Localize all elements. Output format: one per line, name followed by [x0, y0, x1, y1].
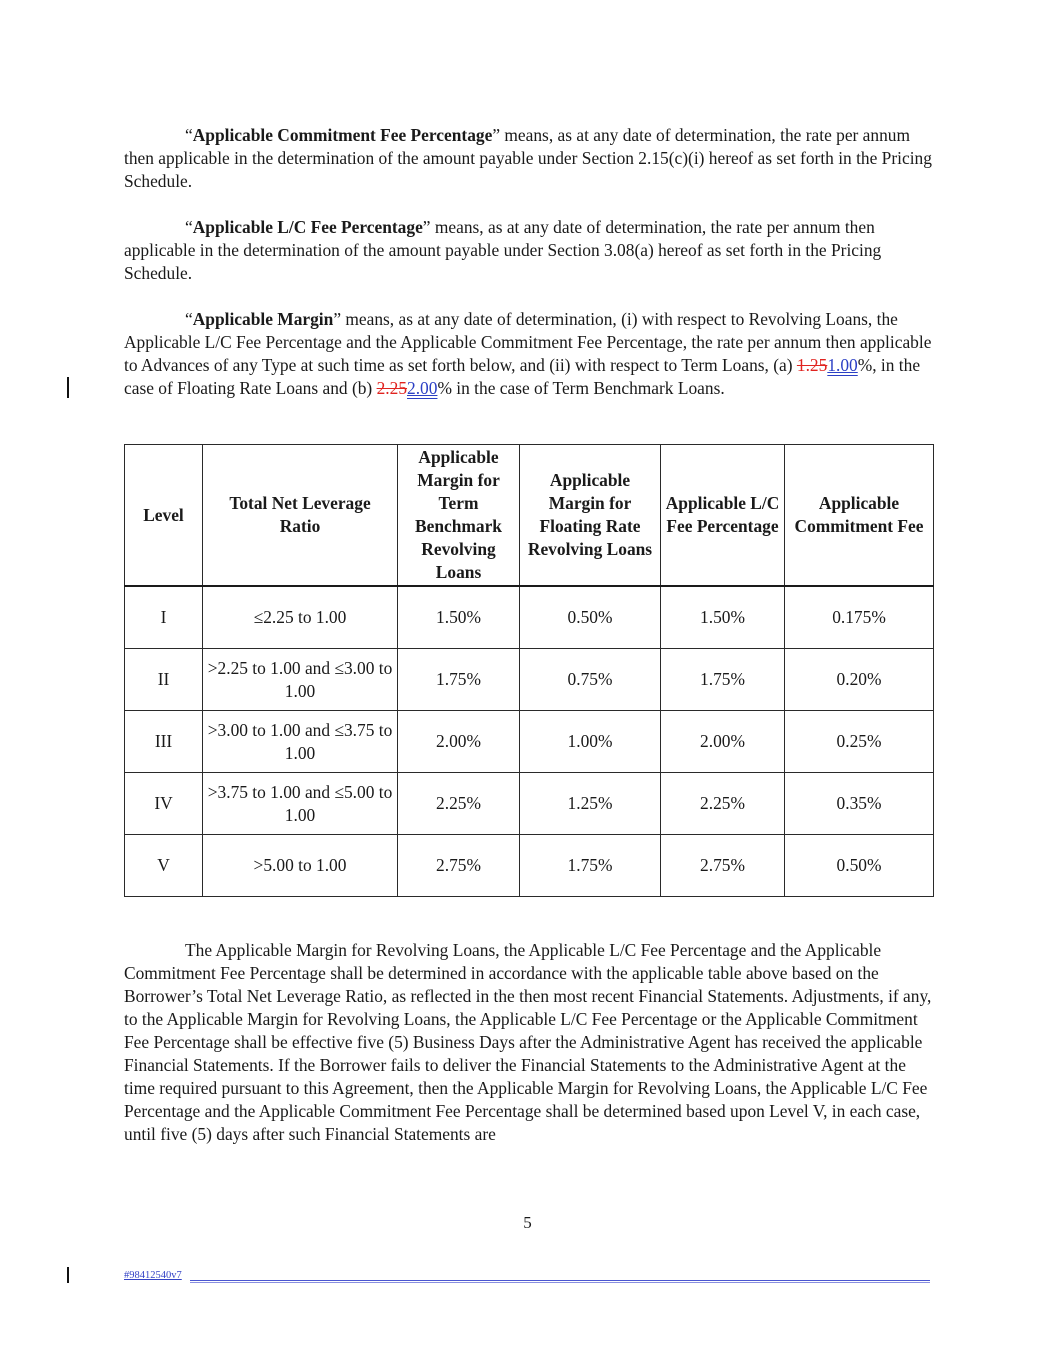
cell-term-benchmark: 2.25% [398, 773, 520, 835]
cell-floating-rate: 1.00% [520, 711, 661, 773]
page-number: 5 [523, 1213, 532, 1232]
cell-ratio: ≤2.25 to 1.00 [203, 586, 398, 649]
inserted-text-b: 2.00 [407, 378, 438, 398]
cell-ratio: >2.25 to 1.00 and ≤3.00 to 1.00 [203, 649, 398, 711]
open-quote: “ [185, 217, 193, 237]
table-row [125, 649, 934, 711]
cell-ratio: >3.75 to 1.00 and ≤5.00 to 1.00 [203, 773, 398, 835]
definition-body-part-3: % in the case of Term Benchmark Loans. [437, 378, 725, 398]
table-header-row [125, 445, 934, 587]
cell-lc-fee: 1.75% [661, 649, 785, 711]
footer-change-bar [67, 1267, 69, 1283]
table-row [125, 711, 934, 773]
cell-commitment-fee: 0.175% [785, 586, 934, 649]
inserted-text-a: 1.00 [827, 355, 858, 375]
cell-lc-fee: 1.50% [661, 586, 785, 649]
definition-commitment-fee [124, 124, 932, 193]
cell-level: IV [125, 773, 203, 835]
footer-rule [190, 1280, 930, 1283]
definition-body-part-2: %, in the case of Floating Rate Loans and (b) [124, 355, 921, 398]
defined-term: Applicable L/C Fee Percentage [192, 217, 423, 237]
table-row [125, 586, 934, 649]
cell-ratio: >3.00 to 1.00 and ≤3.75 to 1.00 [203, 711, 398, 773]
definition-lc-fee [124, 216, 932, 285]
header-lc-fee-percentage: Applicable L/C Fee Percentage [661, 445, 785, 587]
defined-term: Applicable Commitment Fee Percentage [192, 125, 493, 145]
open-quote: “ [185, 125, 193, 145]
header-margin-term-benchmark: Applicable Margin for Term Benchmark Revolving Loans [398, 445, 520, 587]
cell-lc-fee: 2.00% [661, 711, 785, 773]
table-row [125, 835, 934, 897]
header-commitment-fee: Applicable Commitment Fee [785, 445, 934, 587]
table-row [125, 773, 934, 835]
cell-lc-fee: 2.25% [661, 773, 785, 835]
defined-term: Applicable Margin [192, 309, 334, 329]
revision-change-bar [67, 377, 69, 398]
cell-term-benchmark: 1.50% [398, 586, 520, 649]
pricing-schedule-table [124, 444, 934, 897]
cell-term-benchmark: 1.75% [398, 649, 520, 711]
header-total-net-leverage-ratio: Total Net Leverage Ratio [203, 445, 398, 587]
cell-floating-rate: 1.25% [520, 773, 661, 835]
cell-term-benchmark: 2.00% [398, 711, 520, 773]
definition-applicable-margin [124, 308, 932, 400]
cell-lc-fee: 2.75% [661, 835, 785, 897]
header-level: Level [125, 445, 203, 587]
deleted-text-a: 1.25 [796, 355, 828, 375]
header-margin-floating-rate: Applicable Margin for Floating Rate Revolving Loans [520, 445, 661, 587]
cell-level: I [125, 586, 203, 649]
cell-level: V [125, 835, 203, 897]
cell-commitment-fee: 0.20% [785, 649, 934, 711]
definition-body: ” means, as at any date of determination, the rate per annum then applicable in the determination of the amount payable under Section 2.15(c)(i) hereof as set forth in the Pricing Schedule. [124, 125, 932, 191]
cell-commitment-fee: 0.25% [785, 711, 934, 773]
definition-body-part-1: ” means, as at any date of determination, (i) with respect to Revolving Loans, the Applicable L/C Fee Percentage and the Applicable Commitment Fee Percentage, the rate per annum then applicable to Advances of any Type at such time as set forth below, and (ii) with respect to Term Loans, (a) [124, 309, 932, 375]
pricing-paragraph [124, 939, 932, 1146]
open-quote: “ [185, 309, 193, 329]
definition-body: ” means, as at any date of determination, the rate per annum then applicable in the determination of the amount payable under Section 3.08(a) hereof as set forth in the Pricing Schedule. [124, 217, 882, 283]
cell-commitment-fee: 0.50% [785, 835, 934, 897]
cell-commitment-fee: 0.35% [785, 773, 934, 835]
cell-floating-rate: 0.50% [520, 586, 661, 649]
footer-document-id: #98412540v7 [124, 1270, 182, 1281]
deleted-text-b: 2.25 [376, 378, 408, 398]
cell-floating-rate: 0.75% [520, 649, 661, 711]
pricing-paragraph-text: The Applicable Margin for Revolving Loans, the Applicable L/C Fee Percentage and the Applicable Commitment Fee Percentage shall be determined in accordance with the applicable table above based on the Borrower’s Total Net Leverage Ratio, as reflected in the then most recent Financial Statements. Adjustments, if any, to the Applicable Margin for Revolving Loans, the Applicable L/C Fee Percentage or the Applicable Commitment Fee Percentage shall be effective five (5) Business Days after the Administrative Agent has received the applicable Financial Statements. If the Borrower fails to deliver the Financial Statements to the Administrative Agent at the time required pursuant to this Agreement, then the Applicable Margin for Revolving Loans, the Applicable L/C Fee Percentage and the Applicable Commitment Fee Percentage shall be determined based upon Level V, in each case, until five (5) days after such Financial Statements are [124, 940, 932, 1144]
cell-floating-rate: 1.75% [520, 835, 661, 897]
cell-ratio: >5.00 to 1.00 [203, 835, 398, 897]
cell-term-benchmark: 2.75% [398, 835, 520, 897]
cell-level: II [125, 649, 203, 711]
cell-level: III [125, 711, 203, 773]
